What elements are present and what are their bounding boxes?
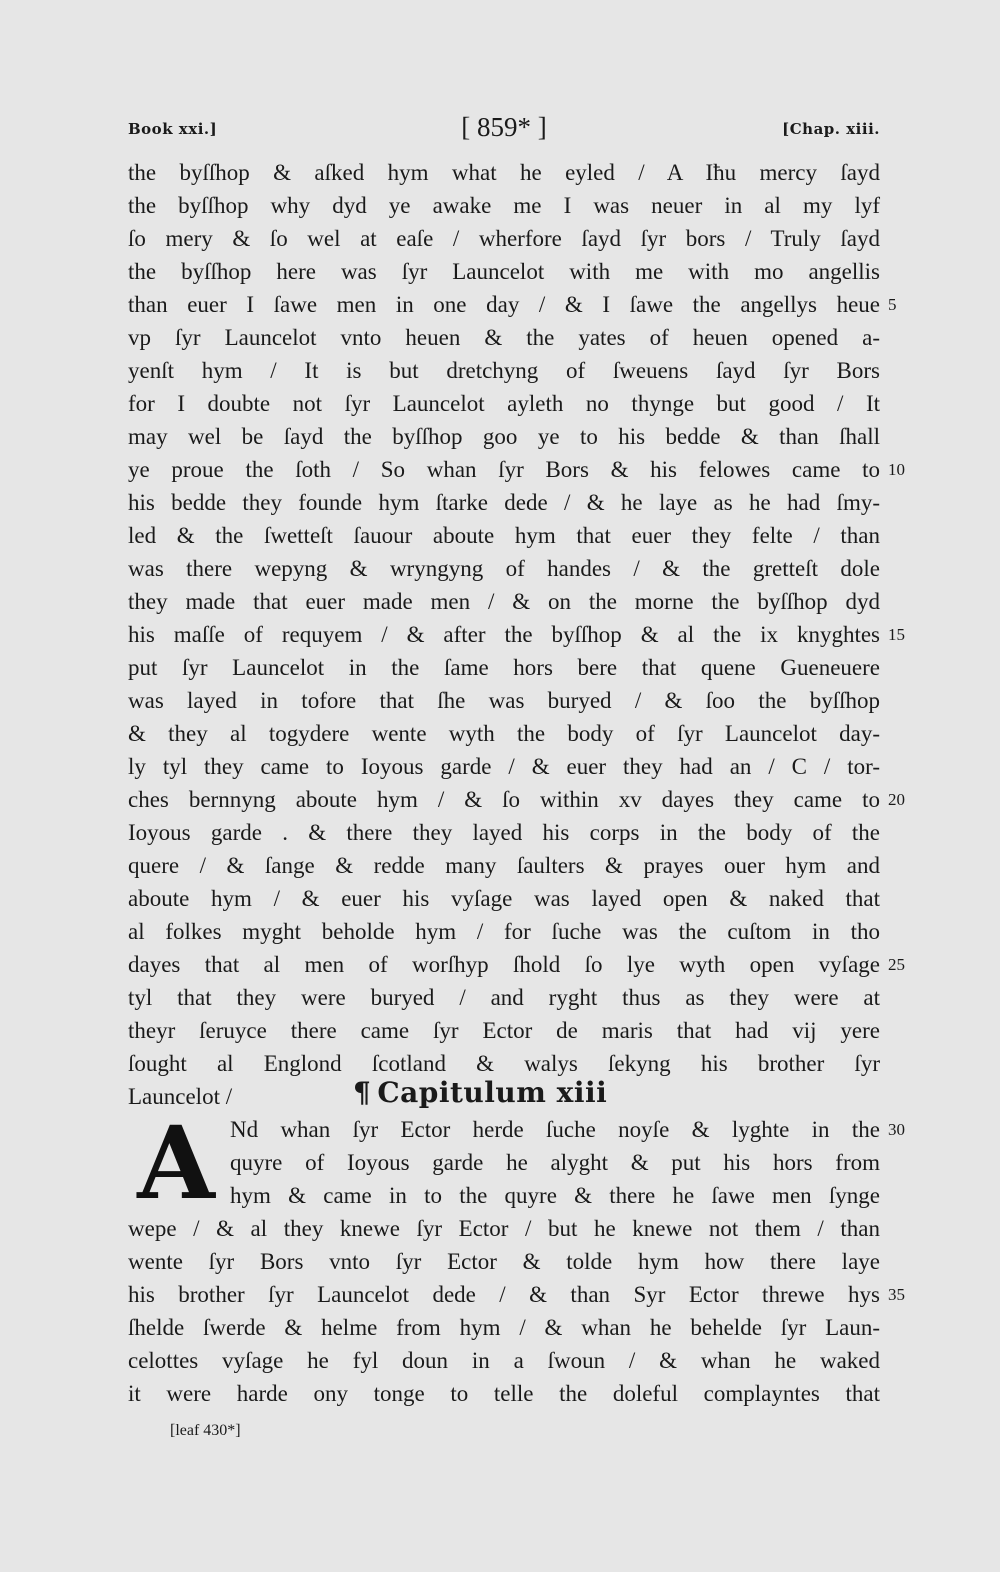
text-line	[128, 288, 897, 321]
line-number: 35	[888, 1285, 905, 1304]
line-text: Nd whan ſyr Ector herde ſuche noyſe & lyghte in the	[230, 1117, 880, 1142]
line-text: aboute hym / & euer his vyſage was layed open & naked that	[128, 886, 880, 911]
text-line	[128, 1212, 880, 1245]
line-text: the byſſhop why dyd ye awake me I was neuer in al my lyf	[128, 193, 880, 218]
text-line	[128, 1377, 880, 1410]
chapter-reference: [Chap. xiii.	[782, 120, 880, 138]
text-line	[128, 1311, 880, 1344]
line-text: than euer I ſawe men in one day / & I ſawe the angellys heue	[128, 292, 880, 317]
text-line	[128, 354, 880, 387]
line-text: hym & came in to the quyre & there he ſawe men ſynge	[230, 1183, 880, 1208]
text-line	[128, 849, 880, 882]
text-line	[128, 189, 880, 222]
chapter-lead-text: Launcelot /	[128, 1084, 233, 1109]
text-line	[128, 1278, 905, 1311]
pilcrow-icon: ¶	[353, 1076, 372, 1109]
line-number: 10	[888, 460, 905, 479]
chapter-title: Capitulum xiii	[377, 1076, 608, 1109]
text-line	[128, 1014, 880, 1047]
text-line	[128, 981, 880, 1014]
text-line	[128, 255, 880, 288]
line-text: tyl that they were buryed / and ryght thus as they were at	[128, 985, 880, 1010]
text-line	[128, 486, 880, 519]
line-text: may wel be ſayd the byſſhop goo ye to his bedde & than ſhall	[128, 424, 880, 449]
leaf-footnote: [leaf 430*]	[170, 1422, 241, 1439]
dropcap-letter: A	[137, 1104, 215, 1222]
line-text: led & the ſwetteſt ſauour aboute hym that euer they felte / than	[128, 523, 880, 548]
line-text: put ſyr Launcelot in the ſame hors bere that quene Gueneuere	[128, 655, 880, 680]
book-reference: Book xxi.]	[128, 120, 218, 138]
text-line	[128, 618, 905, 651]
line-text: quere / & ſange & redde many ſaulters & prayes ouer hym and	[128, 853, 880, 878]
text-line	[128, 750, 880, 783]
text-line	[128, 585, 880, 618]
line-text: the byſſhop & aſked hym what he eyled / A Iħu mercy ſayd	[128, 160, 880, 185]
line-text: was there wepyng & wryngyng of handes / & the gretteſt dole	[128, 556, 880, 581]
line-text: vp ſyr Launcelot vnto heuen & the yates of heuen opened a-	[128, 325, 880, 350]
text-line	[128, 321, 880, 354]
text-line	[128, 387, 880, 420]
text-line	[128, 717, 880, 750]
line-number: 15	[888, 625, 905, 644]
text-line	[128, 420, 880, 453]
line-text: celottes vyſage he fyl doun in a ſwoun / & whan he waked	[128, 1348, 880, 1373]
line-text: ſought al Englond ſcotland & walys ſekyng his brother ſyr	[128, 1051, 880, 1076]
text-line	[128, 948, 905, 981]
line-text: the byſſhop here was ſyr Launcelot with me with mo angellis	[128, 259, 880, 284]
text-line	[128, 1113, 905, 1146]
text-line	[128, 816, 880, 849]
text-line	[128, 783, 905, 816]
line-number: 30	[888, 1120, 905, 1139]
line-text: theyr ſeruyce there came ſyr Ector de maris that had vij yere	[128, 1018, 880, 1043]
text-line	[128, 1146, 880, 1179]
body-text	[128, 156, 905, 1410]
text-line	[128, 222, 880, 255]
line-number: 20	[888, 790, 905, 809]
text-line	[128, 156, 880, 189]
line-text: they made that euer made men / & on the morne the byſſhop dyd	[128, 589, 880, 614]
running-header	[128, 112, 880, 148]
text-line	[128, 1179, 880, 1212]
page-number: [ 859* ]	[461, 112, 547, 142]
line-text: & they al togydere wente wyth the body of ſyr Launcelot day-	[128, 721, 880, 746]
line-text: was layed in tofore that ſhe was buryed / & ſoo the byſſhop	[128, 688, 880, 713]
line-text: ſhelde ſwerde & helme from hym / & whan he behelde ſyr Laun-	[128, 1315, 880, 1340]
text-line	[128, 882, 880, 915]
line-number: 25	[888, 955, 905, 974]
line-text: yenſt hym / It is but dretchyng of ſweuens ſayd ſyr Bors	[128, 358, 880, 383]
line-text: for I doubte not ſyr Launcelot ayleth no thynge but good / It	[128, 391, 880, 416]
line-text: Ioyous garde . & there they layed his corps in the body of the	[128, 820, 880, 845]
text-line	[128, 453, 905, 486]
line-text: ly tyl they came to Ioyous garde / & euer they had an / C / tor-	[128, 754, 880, 779]
text-line	[128, 651, 880, 684]
line-text: ſo mery & ſo wel at eaſe / wherfore ſayd ſyr bors / Truly ſayd	[128, 226, 880, 251]
line-text: ye proue the ſoth / So whan ſyr Bors & his felowes came to	[128, 457, 880, 482]
line-number: 5	[888, 295, 897, 314]
line-text: his maſſe of requyem / & after the byſſhop & al the ix knyghtes	[128, 622, 880, 647]
text-line	[128, 1344, 880, 1377]
text-line	[128, 1245, 880, 1278]
line-text: his brother ſyr Launcelot dede / & than Syr Ector threwe hys	[128, 1282, 880, 1307]
line-text: ches bernnyng aboute hym / & ſo within xv dayes they came to	[128, 787, 880, 812]
chapter-heading-line	[128, 1076, 880, 1113]
line-text: dayes that al men of worſhyp ſhold ſo lye wyth open vyſage	[128, 952, 880, 977]
text-line	[128, 552, 880, 585]
line-text: it were harde ony tonge to telle the doleful complayntes that	[128, 1381, 880, 1406]
line-text: al folkes myght beholde hym / for ſuche was the cuſtom in tho	[128, 919, 880, 944]
dropcap-paragraph	[128, 1104, 905, 1222]
line-text: wepe / & al they knewe ſyr Ector / but he knewe not them / than	[128, 1216, 880, 1241]
line-text: quyre of Ioyous garde he alyght & put his hors from	[230, 1150, 880, 1175]
text-line	[128, 915, 880, 948]
line-text: wente ſyr Bors vnto ſyr Ector & tolde hym how there laye	[128, 1249, 880, 1274]
line-text: his bedde they founde hym ſtarke dede / & he laye as he had ſmy-	[128, 490, 880, 515]
text-line	[128, 519, 880, 552]
text-line	[128, 684, 880, 717]
chapter-heading	[353, 1076, 607, 1109]
